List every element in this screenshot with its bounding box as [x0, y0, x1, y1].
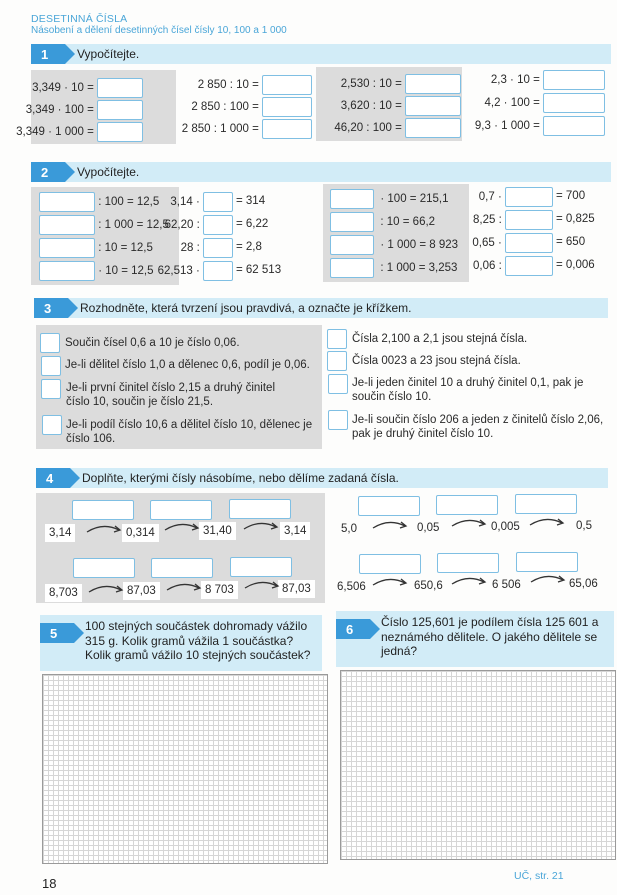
chain-number: 8,703 — [45, 584, 82, 602]
curved-arrow-icon — [371, 518, 411, 532]
task4-instruction: Doplňte, kterými čísly násobíme, nebo dělíme zadaná čísla. — [82, 471, 399, 485]
chain-number: 8 703 — [201, 581, 238, 599]
operation-input[interactable] — [359, 554, 421, 574]
statement-text: Je-li jeden činitel 10 a druhý činitel 0,1, pak je součin číslo 10. — [352, 377, 584, 403]
page-number: 18 — [42, 876, 57, 891]
task2-instruction: Vypočítejte. — [77, 165, 140, 179]
chain-number: 3,14 — [280, 522, 310, 540]
answer-input[interactable] — [262, 75, 312, 95]
chain-number: 650,6 — [414, 580, 443, 592]
operation-input[interactable] — [436, 495, 498, 515]
answer-input[interactable] — [97, 100, 143, 120]
task2-eq-left: 8,25 : — [473, 210, 553, 230]
task6-number-badge: 6 — [336, 619, 370, 639]
task2-eq-right: = 0,006 — [556, 259, 595, 271]
answer-input[interactable] — [203, 238, 233, 258]
chain-number: 3,14 — [45, 524, 75, 542]
task4-number-badge: 4 — [36, 468, 70, 488]
task1-eq: 2,530 : 10 = — [341, 74, 461, 94]
answer-input[interactable] — [543, 93, 605, 113]
curved-arrow-icon — [528, 515, 568, 529]
statement-checkbox[interactable] — [328, 410, 348, 430]
task2-eq-left: 3,14 · — [170, 192, 233, 212]
task2-eq-left: 0,65 · — [472, 233, 553, 253]
answer-input[interactable] — [39, 215, 95, 235]
statement-text: Je-li podíl číslo 10,6 a dělitel číslo 10, dělenec je číslo 106. — [66, 419, 313, 445]
chain-number: 65,06 — [569, 578, 598, 590]
chain-number: 0,314 — [122, 524, 159, 542]
task1-eq: 4,2 · 100 = — [484, 93, 605, 113]
statement-text: Čísla 2,100 a 2,1 jsou stejná čísla. — [352, 333, 528, 345]
task2-eq-right: = 650 — [556, 236, 586, 248]
task1-eq: 46,20 : 100 = — [334, 118, 461, 138]
task1-header — [31, 44, 611, 64]
answer-input[interactable] — [330, 258, 374, 278]
task1-eq: 3,349 · 10 = — [32, 78, 143, 98]
operation-input[interactable] — [230, 557, 292, 577]
task2-eq-left: 0,06 : — [473, 256, 553, 276]
task2-eq: : 100 = 12,5 — [39, 192, 159, 212]
task4-header — [36, 468, 608, 488]
answer-input[interactable] — [39, 238, 95, 258]
task2-eq: · 100 = 215,1 — [330, 189, 449, 209]
task2-eq-right: = 314 — [236, 195, 266, 207]
task2-eq-left: 0,7 · — [479, 187, 553, 207]
task1-eq: 2 850 : 1 000 = — [182, 119, 312, 139]
answer-input[interactable] — [330, 212, 374, 232]
curved-arrow-icon — [243, 578, 283, 592]
statement-checkbox[interactable] — [328, 374, 348, 394]
section-subtitle: Násobení a dělení desetinných čísel čísly 10, 100 a 1 000 — [31, 25, 287, 36]
task5-work-grid[interactable] — [42, 674, 328, 864]
answer-input[interactable] — [39, 192, 95, 212]
task2-eq-left: 62,513 · — [158, 261, 233, 281]
statement-text: Je-li dělitel číslo 1,0 a dělenec 0,6, podíl je 0,06. — [65, 359, 310, 371]
task3-number-badge: 3 — [34, 298, 68, 318]
task6-work-grid[interactable] — [340, 670, 616, 860]
task2-eq-right: = 2,8 — [236, 241, 262, 253]
task1-eq: 3,620 : 10 = — [341, 96, 461, 116]
operation-input[interactable] — [358, 496, 420, 516]
statement-checkbox[interactable] — [41, 356, 61, 376]
operation-input[interactable] — [229, 499, 291, 519]
answer-input[interactable] — [330, 235, 374, 255]
task2-eq: : 1 000 = 3,253 — [330, 258, 457, 278]
chain-number: 87,03 — [278, 580, 315, 598]
curved-arrow-icon — [85, 522, 125, 536]
chain-number: 0,5 — [576, 520, 592, 532]
task3-instruction: Rozhodněte, která tvrzení jsou pravdivá, a označte je křížkem. — [80, 301, 412, 315]
task3-header — [34, 298, 608, 318]
chain-number: 6,506 — [337, 581, 366, 593]
task1-eq: 2 850 : 100 = — [191, 97, 312, 117]
task5-text: 100 stejných součástek dohromady vážilo 315 g. Kolik gramů vážila 1 součástka? Kolik gramů vážilo 10 stejných součástek? — [85, 619, 311, 662]
task2-eq-right: = 700 — [556, 190, 586, 202]
task2-number-badge: 2 — [31, 162, 65, 182]
chain-number: 31,40 — [199, 522, 236, 540]
answer-input[interactable] — [203, 192, 233, 212]
operation-input[interactable] — [516, 552, 578, 572]
task2-header — [31, 162, 611, 182]
answer-input[interactable] — [203, 261, 233, 281]
task1-number-badge: 1 — [31, 44, 65, 64]
answer-input[interactable] — [405, 96, 461, 116]
statement-checkbox[interactable] — [327, 329, 347, 349]
statement-text: Je-li první činitel číslo 2,15 a druhý činitel číslo 10, součin je číslo 21,5. — [66, 382, 276, 408]
task1-eq: 9,3 · 1 000 = — [475, 116, 605, 136]
operation-input[interactable] — [515, 494, 577, 514]
statement-text: Čísla 0023 a 23 jsou stejná čísla. — [352, 355, 521, 367]
answer-input[interactable] — [330, 189, 374, 209]
task2-eq-left: 62,20 : — [165, 215, 233, 235]
chain-number: 0,005 — [491, 521, 520, 533]
operation-input[interactable] — [150, 500, 212, 520]
task5-number-badge: 5 — [40, 623, 74, 643]
answer-input[interactable] — [505, 256, 553, 276]
statement-text: Je-li součin číslo 206 a jeden z činitelů číslo 2,06, pak je druhý činitel číslo 10. — [352, 414, 604, 440]
answer-input[interactable] — [97, 122, 143, 142]
task2-eq: · 10 = 12,5 — [39, 261, 154, 281]
curved-arrow-icon — [371, 575, 411, 589]
operation-input[interactable] — [437, 553, 499, 573]
answer-input[interactable] — [39, 261, 95, 281]
task2-eq: · 1 000 = 8 923 — [330, 235, 458, 255]
section-title: DESETINNÁ ČÍSLA — [31, 13, 128, 25]
task1-eq: 2 850 : 10 = — [198, 75, 312, 95]
chain-number: 87,03 — [123, 582, 160, 600]
statement-checkbox[interactable] — [41, 379, 61, 399]
chain-number: 6 506 — [492, 579, 521, 591]
answer-input[interactable] — [405, 74, 461, 94]
answer-input[interactable] — [97, 78, 143, 98]
answer-input[interactable] — [405, 118, 461, 138]
task6-header — [336, 611, 614, 667]
statement-checkbox[interactable] — [42, 415, 62, 435]
answer-input[interactable] — [543, 116, 605, 136]
statement-text: Součin čísel 0,6 a 10 je číslo 0,06. — [65, 337, 240, 349]
curved-arrow-icon — [163, 520, 203, 534]
task1-instruction: Vypočítejte. — [77, 47, 140, 61]
curved-arrow-icon — [529, 572, 569, 586]
operation-input[interactable] — [73, 558, 135, 578]
operation-input[interactable] — [72, 500, 134, 520]
answer-input[interactable] — [505, 187, 553, 207]
curved-arrow-icon — [450, 574, 490, 588]
statement-checkbox[interactable] — [40, 333, 60, 353]
task2-eq: : 1 000 = 12,5 — [39, 215, 169, 235]
answer-input[interactable] — [505, 233, 553, 253]
task5-header — [40, 615, 322, 671]
answer-input[interactable] — [543, 70, 605, 90]
curved-arrow-icon — [87, 582, 127, 596]
answer-input[interactable] — [505, 210, 553, 230]
chain-number: 0,05 — [417, 522, 440, 534]
statement-checkbox[interactable] — [327, 351, 347, 371]
task1-eq: 3,349 · 1 000 = — [16, 122, 143, 142]
answer-input[interactable] — [262, 119, 312, 139]
answer-input[interactable] — [203, 215, 233, 235]
textbook-reference: UČ, str. 21 — [514, 870, 564, 882]
task2-eq: : 10 = 66,2 — [330, 212, 435, 232]
operation-input[interactable] — [151, 558, 213, 578]
task2-eq: : 10 = 12,5 — [39, 238, 153, 258]
chain-number: 5,0 — [341, 523, 357, 535]
task6-text: Číslo 125,601 je podílem čísla 125 601 a neznámého dělitele. O jakého dělitele se jedná? — [381, 615, 599, 658]
curved-arrow-icon — [242, 519, 282, 533]
curved-arrow-icon — [450, 516, 490, 530]
task2-eq-left: 28 : — [181, 238, 233, 258]
task2-eq-right: = 6,22 — [236, 218, 269, 230]
task1-eq: 2,3 · 10 = — [491, 70, 605, 90]
curved-arrow-icon — [165, 580, 205, 594]
answer-input[interactable] — [262, 97, 312, 117]
task2-eq-right: = 62 513 — [236, 264, 282, 276]
task2-eq-right: = 0,825 — [556, 213, 595, 225]
task1-eq: 3,349 · 100 = — [26, 100, 143, 120]
